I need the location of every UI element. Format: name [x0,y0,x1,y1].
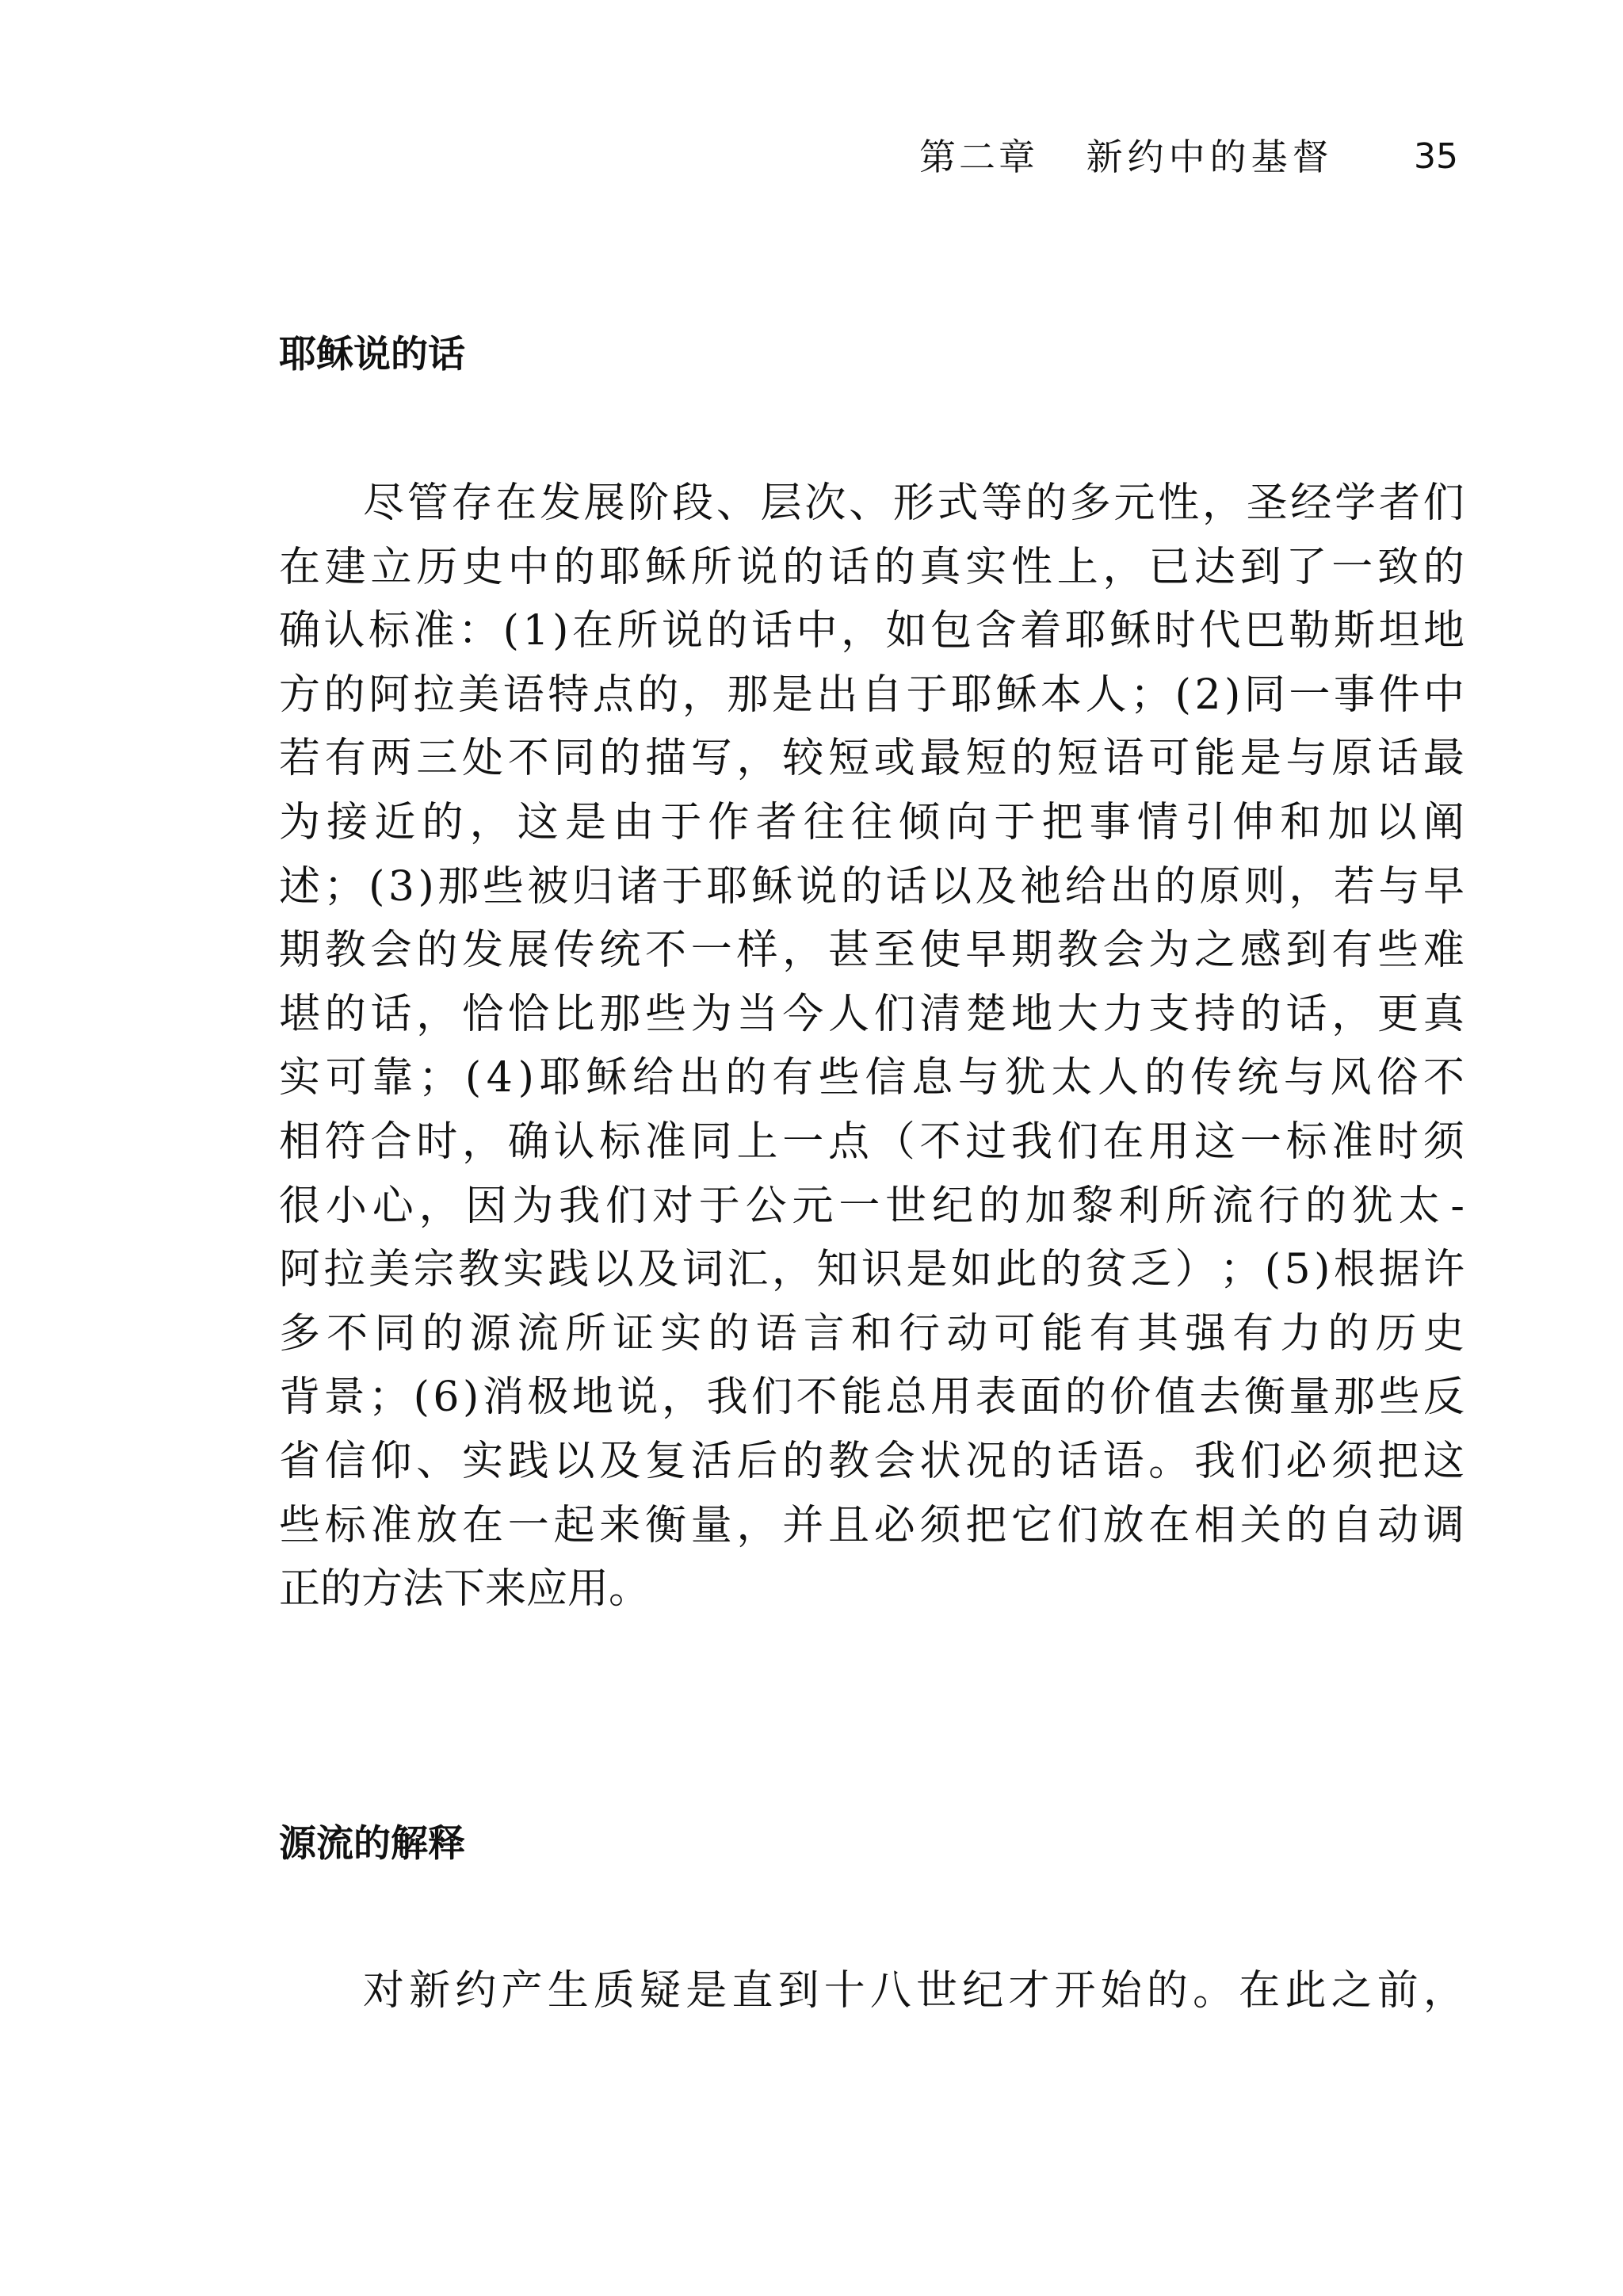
text-line: 为 接 近 的 ， 这 是 由 于 作 者 往 往 倾 向 于 把 事 情 引 伸 和 加 以 阐 [279,798,1465,846]
chapter-title: 新约中的基督 [1086,136,1334,178]
text-line: 相 符 合 时 ， 确 认 标 准 同 上 一 点 （ 不 过 我 们 在 用 这 一 标 准 时 须 [279,1117,1465,1166]
text-line: 堪 的 话 ， 恰 恰 比 那 些 为 当 今 人 们 清 楚 地 大 力 支 持 的 话 ， 更 真 [279,990,1465,1038]
section-heading: 源流的解释 [279,1822,465,1866]
chapter-label: 第二章 [919,136,1038,178]
text-line: 多 不 同 的 源 流 所 证 实 的 语 言 和 行 动 可 能 有 其 强 有 力 的 历 史 [279,1309,1465,1358]
text-line: 些 标 准 放 在 一 起 来 衡 量 ， 并 且 必 须 把 它 们 放 在 相 关 的 自 动 调 [279,1501,1465,1549]
page-number: 35 [1414,136,1458,177]
text-line: 方 的 阿 拉 美 语 特 点 的 ， 那 是 出 自 于 耶 稣 本 人 ； ( 2 ) 同 一 事 件 中 [279,670,1465,719]
text-line: 尽 管 存 在 发 展 阶 段 、 层 次 、 形 式 等 的 多 元 性 ， 圣 经 学 者 们 [363,479,1465,527]
text-line: 对 新 约 产 生 质 疑 是 直 到 十 八 世 纪 才 开 始 的 。 在 此 之 前 ， [363,1967,1465,2015]
text-line: 期 教 会 的 发 展 传 统 不 一 样 ， 甚 至 使 早 期 教 会 为 之 感 到 有 些 难 [279,926,1465,975]
text-line: 实 可 靠 ； ( 4 ) 耶 稣 给 出 的 有 些 信 息 与 犹 太 人 的 传 统 与 风 俗 不 [279,1054,1465,1102]
text-line: 在 建 立 历 史 中 的 耶 稣 所 说 的 话 的 真 实 性 上 ， 已 达 到 了 一 致 的 [279,543,1465,591]
body-paragraph [279,472,1465,1740]
text-line: 确 认 标 准 ： ( 1 ) 在 所 说 的 话 中 ， 如 包 含 着 耶 稣 时 代 巴 勒 斯 坦 地 [279,607,1465,655]
body-paragraph [279,1959,1465,2030]
text-line: 述 ； ( 3 ) 那 些 被 归 诸 于 耶 稣 说 的 话 以 及 祂 给 出 的 原 则 ， 若 与 早 [279,862,1465,911]
section-heading: 耶稣说的话 [279,333,465,376]
text-line: 阿 拉 美 宗 教 实 践 以 及 词 汇 ， 知 识 是 如 此 的 贫 乏 ） ； ( 5 ) 根 据 许 [279,1246,1465,1294]
text-line: 正的方法下来应用。 [279,1565,651,1614]
text-line: 若 有 两 三 处 不 同 的 描 写 ， 较 短 或 最 短 的 短 语 可 能 是 与 原 话 最 [279,735,1465,783]
text-line: 省 信 仰 、 实 践 以 及 复 活 后 的 教 会 状 况 的 话 语 。 我 们 必 须 把 这 [279,1437,1465,1485]
text-line: 背 景 ； ( 6 ) 消 极 地 说 ， 我 们 不 能 总 用 表 面 的 价 值 去 衡 量 那 些 反 [279,1373,1465,1422]
running-header [919,133,1458,181]
text-line: 很 小 心 ， 因 为 我 们 对 于 公 元 一 世 纪 的 加 黎 利 所 流 行 的 犹 太 - [279,1182,1465,1230]
